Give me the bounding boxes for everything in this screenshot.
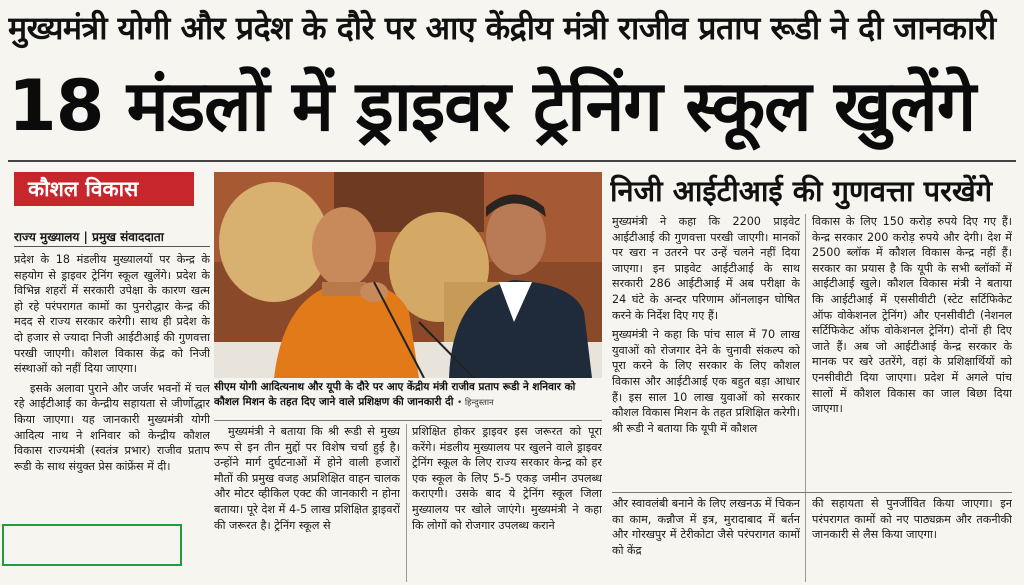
article-paragraph: मुख्यमंत्री ने कहा कि 2200 प्राइवेट आईटीआई की गुणवत्ता परखी जाएगी। मानकों पर खरा न उतरने पर उन्हें चलने नहीं दिया जाएगा। इन प्राइवेट आईटीआई के साथ सरकारी 286 आईटीआई में अब परीक्षा के 24 घंटे के अन्दर परिणाम ऑनलाइन घोषित करने के निर्देश दिए गए हैं। [612, 215, 800, 322]
article-column-6: और स्वावलंबी बनाने के लिए लखनऊ में चिकन का काम, कन्नौज में इत्र, मुरादाबाद में बर्तन और गोरखपुर में टेरीकोटा जैसे परंपरागत कामों को केंद्र [612, 497, 800, 557]
article-column-4 [612, 214, 800, 490]
section-divider [612, 492, 1012, 493]
highlight-box [2, 524, 182, 566]
caption-divider [214, 420, 602, 421]
article-column-5: विकास के लिए 150 करोड़ रुपये दिए गए हैं। केन्द्र सरकार 200 करोड़ रुपये और देगी। देश में 2500 ब्लॉक में कौशल विकास केन्द्र नहीं हैं। सरकार का प्रयास है कि यूपी के सभी ब्लॉकों में आईटीआई खुले। कौशल विकास मंत्री ने बताया कि आईटीआई में एससीवीटी (स्टेट सर्टिफिकेट ऑफ वोकेशनल ट्रेनिंग) और एनसीवीटी (नेशनल सर्टिफिकेट ऑफ वोकेशनल ट्रेनिंग) दोनों ही दिए जाते हैं। अब जो आईटीआई केन्द्र सरकार के मानक पर खरे उतरेंगे, वहां के प्रशिक्षार्थियों को एनसीवीटी दिया जाएगा। प्रदेश में अगले पांच सालों में कौशल विकास का जाल बिछा दिया जाएगा। [812, 215, 1012, 416]
column-divider [805, 214, 806, 582]
article-column-3: प्रशिक्षित होकर ड्राइवर इस जरूरत को पूरा करेंगे। मंडलीय मुख्यालय पर खुलने वाले ड्राइवर ट्रेनिंग स्कूल के लिए राज्य सरकार केन्द्र को हर एक स्कूल के लिए 5-5 एकड़ जमीन उपलब्ध कराएगी। उसके बाद ये ट्रेनिंग स्कूल जिला मुख्यालय पर खोले जाएंगे। मुख्यमंत्री ने कहा कि लोगों को रोजगार उपलब्ध कराने [412, 425, 602, 532]
main-headline: 18 मंडलों में ड्राइवर ट्रेनिंग स्कूल खुलेंगे [8, 65, 976, 147]
byline-divider [14, 246, 210, 247]
caption-text: सीएम योगी आदित्यनाथ और यूपी के दौरे पर आए केंद्रीय मंत्री राजीव प्रताप रूडी ने शनिवार को कौशल मिशन के तहत दिए जाने वाले प्रशिक्षण की जानकारी दी [214, 381, 576, 408]
kicker-headline: मुख्यमंत्री योगी और प्रदेश के दौरे पर आए केंद्रीय मंत्री राजीव प्रताप रूडी ने दी जानकारी [8, 9, 996, 47]
article-paragraph: मुख्यमंत्री ने कहा कि पांच साल में 70 लाख युवाओं को रोजगार देने के चुनावी संकल्प को पूरा करने के लिए सरकार के लिए कौशल विकास और आईटीआई एक बहुत बड़ा आधार हैं। इस साल 10 लाख युवाओं को सरकार कौशल विकास मिशन के तहत प्रशिक्षित करेगी। श्री रूडी ने बताया कि यूपी में कौशल [612, 328, 800, 435]
article-column-7: की सहायता से पुनर्जीवित किया जाएगा। इन परंपरागत कामों को नए पाठ्यक्रम और तकनीकी जानकारी से लैस किया जाएगा। [812, 497, 1012, 542]
section-label: कौशल विकास [14, 172, 194, 206]
header-divider [8, 160, 1016, 162]
article-paragraph: प्रदेश के 18 मंडलीय मुख्यालयों पर केन्द्र के सहयोग से ड्राइवर ट्रेनिंग स्कूल खुलेंगे। प्रदेश के विभिन्न शहरों में सरकारी उपेक्षा के कारण खत्म हो रहे परंपरागत कामों का पुनरोद्धार केन्द्र की मदद से राज्य सरकार करेगी। साथ ही प्रदेश के दो हजार से ज्यादा निजी आईटीआई की गुणवत्ता परखी जाएगी। कौशल विकास केंद्र को निजी संस्थाओं को नहीं दिया जाएगा। [14, 253, 210, 376]
news-photo [214, 172, 602, 378]
subheadline: निजी आईटीआई की गुणवत्ता परखेंगे [610, 174, 993, 208]
photo-illustration [214, 172, 602, 378]
byline: राज्य मुख्यालय | प्रमुख संवाददाता [14, 230, 164, 244]
photo-caption [214, 380, 602, 420]
column-divider [406, 424, 407, 582]
photo-credit: • हिन्दुस्तान [457, 398, 494, 408]
article-column-2: मुख्यमंत्री ने बताया कि श्री रूडी से मुख्य रूप से इन तीन मुद्दों पर विशेष चर्चा हुई है। उन्होंने मार्ग दुर्घटनाओं में होने वाली हजारों मौतों की प्रमुख वजह अप्रशिक्षित वाहन चालक और मोटर व्हीकिल एक्ट की जानकारी न होना बताया। पूरे देश में 4-5 लाख प्रशिक्षित ड्राइवरों की जरूरत है। ट्रेनिंग स्कूल से [214, 425, 400, 532]
article-paragraph: इसके अलावा पुराने और जर्जर भवनों में चल रहे आईटीआई का केन्द्रीय सहायता से जीर्णोद्धार किया जाएगा। यह जानकारी मुख्यमंत्री योगी आदित्य नाथ ने शनिवार को केन्द्रीय कौशल विकास राज्यमंत्री (स्वतंत्र प्रभार) राजीव प्रताप रूडी के साथ संयुक्त प्रेस कांफ्रेंस में दी। [14, 381, 210, 473]
